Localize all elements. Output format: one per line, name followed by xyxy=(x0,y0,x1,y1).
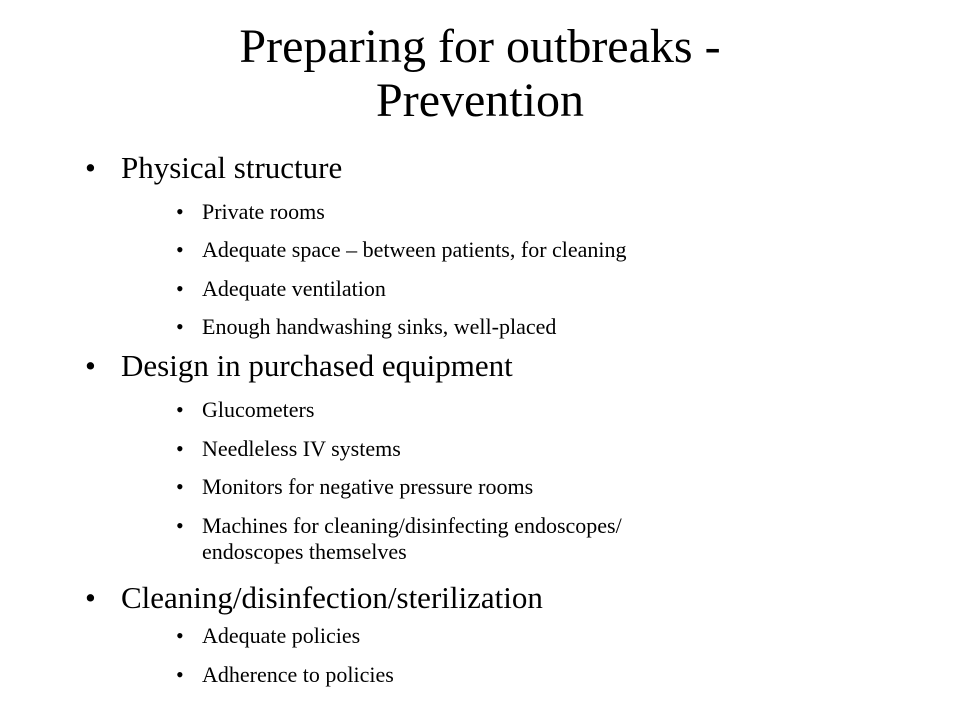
bullet-dot: • xyxy=(85,150,96,185)
bullet-dot: • xyxy=(176,237,184,262)
slide-title-line-1: Preparing for outbreaks - xyxy=(239,20,721,73)
bullet-dot: • xyxy=(176,397,184,422)
bullet-dot: • xyxy=(176,199,184,224)
bullet-dot: • xyxy=(176,662,184,687)
bullet-item-text: Machines for cleaning/disinfecting endoscopes/ xyxy=(202,513,622,538)
bullet-dot: • xyxy=(85,348,96,383)
slide-title-line-2: Prevention xyxy=(376,74,584,127)
slide-title xyxy=(120,20,840,128)
bullet-item-text: Adequate ventilation xyxy=(202,276,386,301)
bullet-dot: • xyxy=(176,623,184,648)
bullet-item-text: endoscopes themselves xyxy=(202,539,407,564)
bullet-dot: • xyxy=(85,580,96,615)
bullet-item-text: Needleless IV systems xyxy=(202,436,401,461)
bullet-dot: • xyxy=(176,474,184,499)
bullet-dot: • xyxy=(176,513,184,538)
bullet-item-text: Adequate policies xyxy=(202,623,361,648)
bullet-item-text: Glucometers xyxy=(202,397,315,422)
bullet-dot: • xyxy=(176,314,184,339)
bullet-heading-text: Physical structure xyxy=(121,150,343,185)
bullet-item-text: Adequate space – between patients, for cleaning xyxy=(202,237,627,262)
bullet-item-text: Adherence to policies xyxy=(202,662,394,687)
bullet-dot: • xyxy=(176,276,184,301)
bullet-heading-text: Cleaning/disinfection/sterilization xyxy=(121,580,543,615)
bullet-dot: • xyxy=(176,436,184,461)
bullet-heading-text: Design in purchased equipment xyxy=(121,348,513,383)
bullet-item-text: Private rooms xyxy=(202,199,325,224)
bullet-item-text: Monitors for negative pressure rooms xyxy=(202,474,534,499)
bullet-item-text: Enough handwashing sinks, well-placed xyxy=(202,314,557,339)
